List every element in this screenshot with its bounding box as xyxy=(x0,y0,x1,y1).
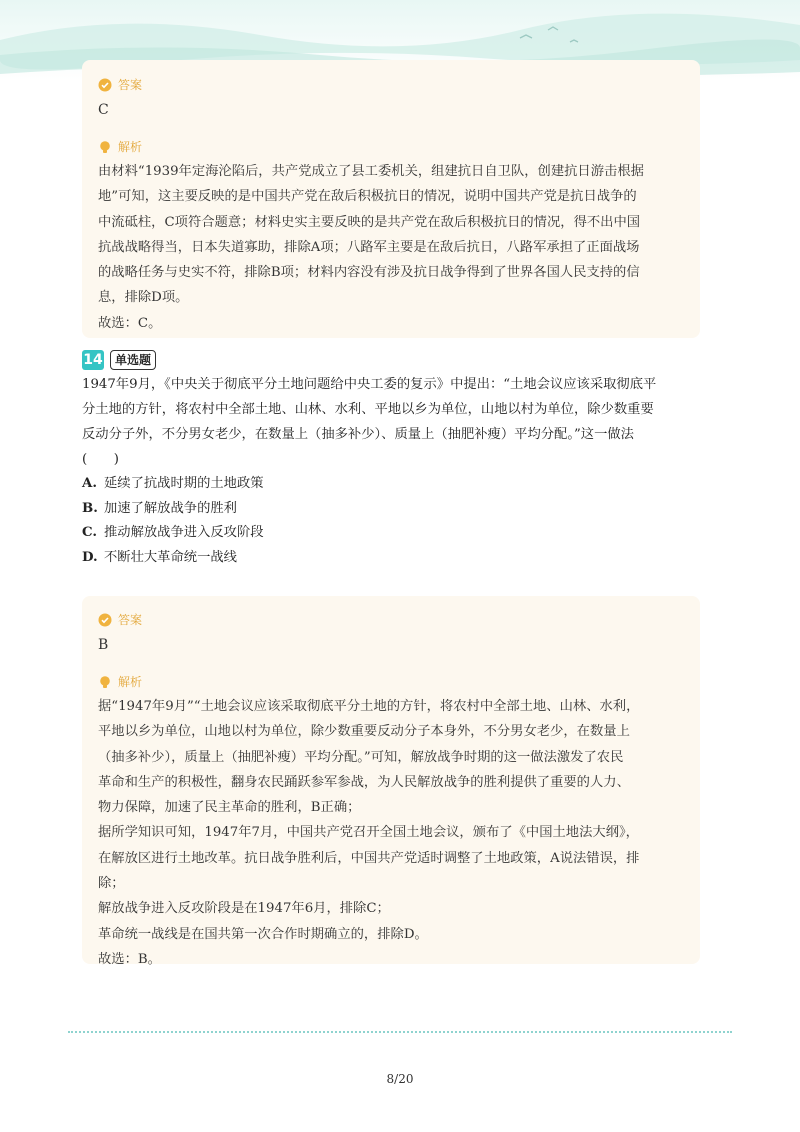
answer-value-q13: C xyxy=(98,102,109,118)
lightbulb-icon xyxy=(98,140,112,154)
question-header-q14 xyxy=(82,350,156,370)
option-text: 延续了抗战时期的土地政策 xyxy=(104,476,264,491)
analysis-line: 在解放区进行土地改革。抗日战争胜利后，中国共产党适时调整了土地政策，A说法错误，排 xyxy=(98,850,640,866)
answer-label: 答案 xyxy=(118,78,143,92)
option-text: 不断壮大革命统一战线 xyxy=(104,549,237,565)
analysis-line: 除； xyxy=(98,876,125,892)
analysis-line: 解放战争进入反攻阶段是在1947年6月，排除C； xyxy=(98,901,390,917)
analysis-text-q14 xyxy=(98,694,690,972)
stem-line: ( ) xyxy=(82,452,119,467)
analysis-line: （抽多补少），质量上（抽肥补瘦）平均分配。”可知，解放战争时期的这一做法激发了农民 xyxy=(98,749,624,765)
option-c[interactable] xyxy=(82,521,264,546)
analysis-line: 的战略任务与史实不符，排除B项；材料内容没有涉及抗日战争得到了世界各国人民支持的信 xyxy=(98,265,640,281)
answer-value-q14: B xyxy=(98,637,109,653)
analysis-line: 故选：B。 xyxy=(98,951,161,967)
option-text: 加速了解放战争的胜利 xyxy=(104,500,237,516)
analysis-text-q13 xyxy=(98,159,690,336)
analysis-line: 据“1947年9月”“土地会议应该采取彻底平分土地的方针，将农村中全部土地、山林、水利， xyxy=(98,699,640,714)
question-number: 14 xyxy=(83,352,103,368)
answer-tag-q14 xyxy=(98,611,142,628)
lightbulb-icon xyxy=(98,675,112,689)
check-badge-icon xyxy=(98,613,112,627)
analysis-line: 革命统一战线是在国共第一次合作时期确立的，排除D。 xyxy=(98,926,428,942)
stem-line: 1947年9月，《中央关于彻底平分土地问题给中央工委的复示》中提出：“土地会议应该采取彻底平 xyxy=(82,377,657,392)
analysis-tag-q13 xyxy=(98,138,142,155)
analysis-line: 故选：C。 xyxy=(98,315,162,331)
analysis-line: 由材料“1939年定海沦陷后，共产党成立了县工委机关，组建抗日自卫队，创建抗日游击根据 xyxy=(98,164,644,179)
analysis-line: 平地以乡为单位，山地以村为单位，除少数重要反动分子本身外，不分男女老少，在数量上 xyxy=(98,724,630,740)
analysis-tag-q14 xyxy=(98,673,142,690)
footer-divider xyxy=(68,1031,732,1033)
analysis-line: 物力保障，加速了民主革命的胜利，B正确； xyxy=(98,800,361,816)
analysis-line: 息，排除D项。 xyxy=(98,290,189,306)
option-letter: C. xyxy=(82,525,97,540)
page-number: 8/20 xyxy=(386,1072,414,1086)
options-list-q14 xyxy=(82,472,264,570)
analysis-label: 解析 xyxy=(118,675,143,689)
analysis-line: 中流砥柱，C项符合题意；材料史实主要反映的是共产党在敌后积极抗日的情况，得不出中国 xyxy=(98,214,641,230)
check-badge-icon xyxy=(98,78,112,92)
answer-tag-q13 xyxy=(98,76,142,93)
option-letter: D. xyxy=(82,549,98,565)
analysis-label: 解析 xyxy=(118,140,143,154)
analysis-line: 地”可知，这主要反映的是中国共产党在敌后积极抗日的情况，说明中国共产党是抗日战争的 xyxy=(98,189,637,205)
option-letter: A. xyxy=(82,476,97,491)
option-a[interactable] xyxy=(82,472,264,497)
answer-label: 答案 xyxy=(118,613,143,627)
analysis-line: 抗战战略得当，日本失道寡助，排除A项；八路军主要是在敌后抗日，八路军承担了正面战场 xyxy=(98,239,640,255)
question-stem-q14 xyxy=(82,372,702,472)
option-b[interactable] xyxy=(82,497,264,522)
option-letter: B. xyxy=(82,500,98,516)
stem-line: 反动分子外，不分男女老少，在数量上（抽多补少）、质量上（抽肥补瘦）平均分配。”这一做法 xyxy=(82,427,634,442)
option-d[interactable] xyxy=(82,546,264,571)
analysis-line: 据所学知识可知，1947年7月，中国共产党召开全国土地会议，颁布了《中国土地法大纲》， xyxy=(98,825,639,841)
analysis-line: 革命和生产的积极性，翻身农民踊跃参军参战，为人民解放战争的胜利提供了重要的人力、 xyxy=(98,774,630,790)
option-text: 推动解放战争进入反攻阶段 xyxy=(104,525,264,540)
question-type-badge: 单选题 xyxy=(110,350,156,370)
stem-line: 分土地的方针，将农村中全部土地、山林、水利、平地以乡为单位，山地以村为单位，除少数重要 xyxy=(82,402,654,417)
